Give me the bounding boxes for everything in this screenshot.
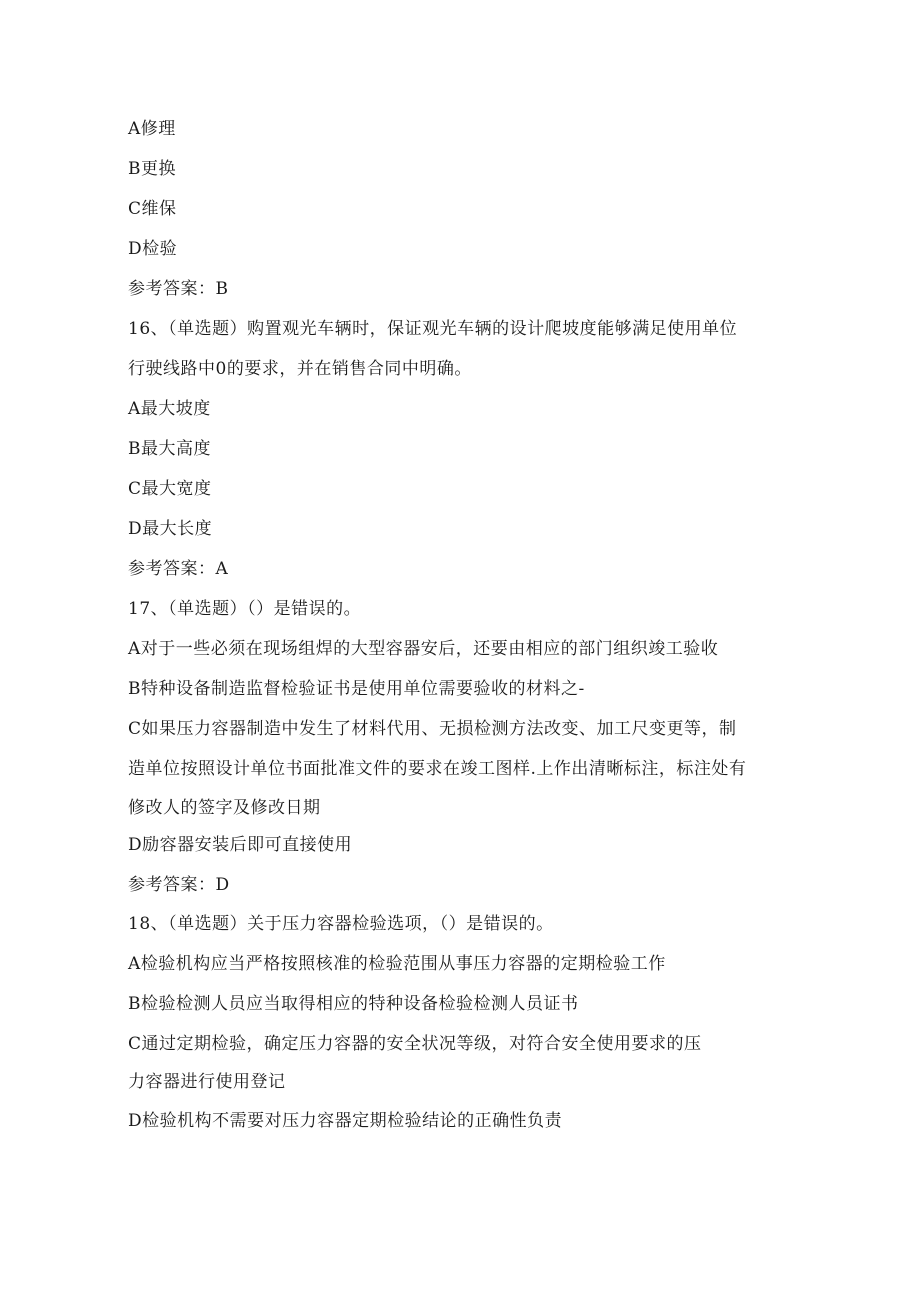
q17-stem: 17、（单选题）（）是错误的。 <box>128 599 362 619</box>
q16-option-c: C最大宽度 <box>128 479 212 499</box>
q17-option-c-line2: 造单位按照设计单位书面批准文件的要求在竣工图样.上作出清晰标注，标注处有 <box>128 759 747 779</box>
q18-stem: 18、（单选题）关于压力容器检验选项，（）是错误的。 <box>128 914 554 934</box>
q16-option-b: B最大高度 <box>128 439 211 459</box>
q18-option-b: B检验检测人员应当取得相应的特种设备检验检测人员证书 <box>128 994 579 1014</box>
q15-answer: 参考答案：B <box>128 279 229 299</box>
q17-option-c-line1: C如果压力容器制造中发生了材料代用、无损检测方法改变、加工尺变更等，制 <box>128 719 737 739</box>
q17-option-c-line3: 修改人的签字及修改日期 <box>128 798 321 818</box>
q16-option-d: D最大长度 <box>128 519 213 539</box>
q18-option-a: A检验机构应当严格按照核准的检验范围从事压力容器的定期检验工作 <box>128 954 666 974</box>
q17-option-b: B特种设备制造监督检验证书是使用单位需要验收的材料之- <box>128 679 585 699</box>
q16-option-a: A最大坡度 <box>128 399 211 419</box>
q17-option-a: A对于一些必须在现场组焊的大型容器安后，还要由相应的部门组织竣工验收 <box>128 639 719 659</box>
q18-option-c-line1: C通过定期检验，确定压力容器的安全状况等级，对符合安全使用要求的压 <box>128 1034 702 1054</box>
q15-option-d: D检验 <box>128 239 178 259</box>
q18-option-c-line2: 力容器进行使用登记 <box>128 1072 286 1092</box>
q15-option-b: B更换 <box>128 159 176 179</box>
q15-option-c: C维保 <box>128 199 177 219</box>
q16-stem-line2: 行驶线路中0的要求，并在销售合同中明确。 <box>128 359 472 379</box>
q17-answer: 参考答案：D <box>128 875 230 895</box>
q15-option-a: A修理 <box>128 119 176 139</box>
q17-option-d: D励容器安装后即可直接使用 <box>128 835 353 855</box>
q18-option-d: D检验机构不需要对压力容器定期检验结论的正确性负责 <box>128 1111 563 1131</box>
q16-stem-line1: 16、（单选题）购置观光车辆时，保证观光车辆的设计爬坡度能够满足使用单位 <box>128 319 738 339</box>
q16-answer: 参考答案：A <box>128 559 229 579</box>
